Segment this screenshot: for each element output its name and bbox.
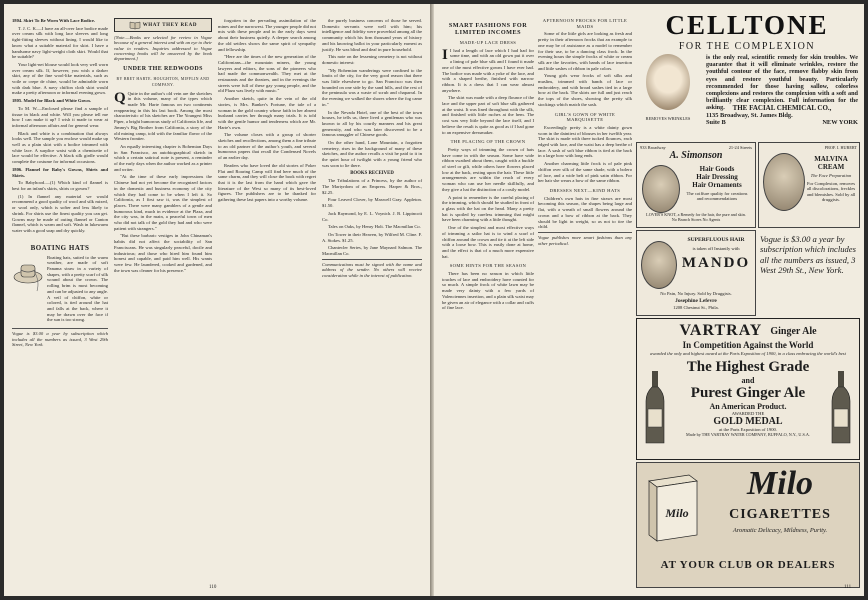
celltone-address: 1135 Broadway, St. James Bldg. [706,112,793,119]
right-col-1 [442,18,534,584]
simonson-left-address: 933 Broadway [640,145,666,150]
simonson-right-address: 21-24 Streets [728,145,752,150]
vartray-line2: The Highest Grade [686,359,810,376]
vartray-line4: Purest Ginger Ale [690,385,806,402]
frocks-paragraph-3: Exceedingly pretty is a white dainty gown worn in the daintiest of blouses in her twelfth year. The skirt is made with three tucked flounces, each edged with lace, and the waist has a deep berthe of lace. A sash of soft blue ribbon is tied at the back in a large bow with long ends. [538,124,632,159]
malvina-portrait [763,153,805,211]
vartray-ginger: Ginger Ale [770,325,817,337]
col4-paragraph-2: This note on the lessening cemetery is not without domestic interest: [322,54,422,65]
vogue-subscription-note: Vogue is $3.00 a year by subscription which includes all the numbers as issued, 3 West 29th Street, New York. [12,328,108,348]
celltone-suite: Suite B [706,119,726,126]
malvina-ad [758,142,860,228]
review-title: UNDER THE REDWOODS [123,66,203,73]
mando-brand: MANDO [681,255,751,271]
woman-portrait [646,54,690,110]
answer-1804: Your light-net blouse would look very well worn over cream silk. If, however, you wish a darker skirt, any of the fine wool-like materials, such as voile or crepe de chine, would be admirable worn with dark blue. A navy chiffon cloth skirt would make a pretty afternoon or informal evening gown. [12,61,108,96]
left-col-3 [218,18,316,584]
question-1804-body: T. J. C. K.—I have an all-over lace bodice made over cream silk with long lace sleeves and long tight-fitting sleeves without lining. I would like to know what a suitable material for skirt. I have a handsome navy light-weight cloth skirt. Would that be suitable? [12,25,108,60]
review-paragraph-3: "At the time of these early impressions the Chinese had not yet become the recognized factors in the domestic and business economy of the city which they had come to be when I left it. So California, as I first saw it, was the simplest of places. There were many gamblers of a gentle and humorous kind, much in evidence at the Plaza, and the city was, in the main, a peaceful town of men who did not talk of the gold they had and who were patient with strangers." [114,174,212,231]
section-title-boating-hats: BOATING HATS [30,243,90,252]
celltone-portrait-box [636,54,700,134]
col3-paragraph-1: forgotten in the pervading assimilation of the mines and the narrowest. The younger people did not mix with these people and in the early days went about their business quietly. A deeper search among the old settlers shows the same spirit of sympathy and fellowship. [218,18,316,52]
col4-paragraph-5: On the other hand, Lone Mountain, a forgotten cemetery, rises in the background of many of these sketches, and the author recalls a visit he paid to it in the quiet hour of twilight with a young friend who was soon to lie there. [322,140,422,168]
what-they-read-banner [114,18,212,32]
review-byline: BY BRET HARTE. HOUGHTON, MIFFLIN AND COMPANY. [116,77,210,87]
mando-maker: Josephine Lefevre [675,298,717,304]
review-note: [Note.—Books are selected for review in Vogue because of a general interest and with an eye to their value to readers. Inquiries addressed to Vogue concerning books will be answered by the book department.] [114,35,212,62]
right-page [434,4,864,596]
col3-paragraph-4: The volume closes with a group of shorter sketches and recollections, among them a fine tribute to an old partner of the author's youth, and several humorous papers that recall the Condensed Novels of an earlier day. [218,132,316,161]
simonson-aroma: LOVER'S KNOT, a Remedy for the hair, the pure and skin. No Branch Stores No Agents [646,212,746,222]
malvina-sub: The Face Preparation [810,173,852,178]
malvina-body: For Complexion, removes all discolorations, freckles and blemishes. Sold by all druggists. [806,181,856,202]
fashion-paragraph-5: One of the simplest and most effective ways of trimming a sailor hat is to wind a scarf of chiffon around the crown and tie it at the left side with a loose bow. This is easily done at home, and the effect is that of a much more expensive hat. [442,225,534,259]
frocks-paragraph-1: Some of the little girls are looking as fresh and pretty in their afternoon frocks that an example to one may be of assistance as a model to remember for their use, to be a dancing class frock. In the evening hours the simple frocks of white or cream silk are the favorites, with bands of lace insertion and little sashes of ribbon in pale colors. [538,31,632,71]
celltone-suite-row [706,119,858,126]
mando-head: SUPERFLUOUS HAIR [687,237,745,243]
question-1805-title-2: 1805. Model for Black and White Gown. [12,98,91,104]
fashion-paragraph-6: There has been no season in which little touches of lace and embroidery have counted for so much. A simple frock of white lawn may be made very dainty with a few yards of Valenciennes insertion, and a plain silk waist may be given an air of elegance with a collar and cuffs of fine lace. [442,271,534,311]
col3-paragraph-2: "Here are the times of the new generation of the Californians—the mountain miners, the young lawyers and editors, the sons of the pioneers who had made the commonwealth. They met at the restaurants and the theatres, and in the evenings the streets were full of these gay young people, and the old Plaza was lively with music." [218,54,316,94]
celltone-tagline: FOR THE COMPLEXION [678,41,816,52]
vartray-line6: AWARDED THE [731,411,765,417]
celltone-company: THE FACIAL CHEMICAL CO., [732,104,832,112]
vogue-fashion-note: Vogue publishes more smart fashions than any other periodical. [538,232,632,246]
left-col-1 [12,18,108,584]
milo-cta: AT YOUR CLUB OR DEALERS [660,559,836,571]
boating-hats-text: Boating hats, suited to the warm weather, are made of soft Panama straw in a variety of shapes, with a pretty scarf of silk wound about the crown. The rolling brim is most becoming and can be adjusted to any angle. A veil of chiffon, white or colored, is tied around the hat and falls at the back, where it may be drawn over the face if the sun is too strong. [47,254,108,323]
milo-tagline: Aromatic Delicacy, Mildness, Purity. [732,527,828,534]
subhead-afternoon-frocks: AFTERNOON FROCKS FOR LITTLE MAIDS [542,18,628,29]
page-number-left: 110 [209,585,217,590]
simonson-ad [636,142,756,228]
fashion-paragraph-4: A point to remember is the careful placing of the trimming, which should be studied in front of a glass with the hat on the head. Many a pretty hat is spoiled by careless trimming that might have been charming with a little thought. [442,194,534,223]
vogue-promo: Vogue is $3.00 a year by subscription which includes all the numbers as issued, 3 West 29th St., New York. [760,234,856,276]
col4-paragraph-1: the purely business concerns of those he served. Domestic servants were well with him; his intelligence and fidelity were proverbial among all the community which his firm thousand years of history and his knowing ballot in your particularly earnest as justify. He was blind and deaf in pure household. [322,18,422,52]
col3-paragraph-5: Readers who have loved the old stories of Poker Flat and Roaring Camp will find here much of the same charm, and they will close the book with regret that it is the last from the hand which gave the literature of the West so many of its best-loved figures. The publishers are to be thanked for gathering these last papers into a worthy volume. [218,162,316,203]
milo-product: CIGARETTES [729,507,831,522]
simonson-portrait [642,165,680,213]
vartray-line7: GOLD MEDAL [713,416,783,428]
review-paragraph-2: An equally interesting chapter is Bohemian Days in San Francisco, an autobiographical sketch in which a certain satirical note is present, a reminder of the early days when the author worked as a printer and writer. [114,143,212,172]
question-1806-body: To Babyhood.—(1) Which kind of flannel is best for an infant's skirts, shirts or gowns? [12,180,108,191]
book-entry-1: The Tribulations of a Princess, by the author of The Martyrdom of an Empress. Harper & Bros., $2.25. [322,178,422,195]
drop-cap-i: I [442,46,448,63]
celltone-caption: REMOVES WRINKLES [645,116,691,121]
mando-sub: is taken off Instantly with [692,246,740,251]
what-they-read-title: WHAT THEY READ [142,23,198,29]
col3-paragraph-3: Another sketch, quite in the vein of the old stories, is Mrs. Bunker's Fortune, the tale of a woman in the gold country whose faith in her absent husband carries her through many trials. It is told with the gentle humor and tenderness which are Mr. Harte's own. [218,96,316,130]
celltone-city: NEW YORK [822,119,858,126]
subhead-hints: SOME HINTS FOR THE SEASON [449,263,527,269]
vartray-ad [636,318,860,460]
col4-paragraph-3: "My Bohemian wanderings were confined to the limits of the city, for the very good reason that there was little elsewhere to go. San Francisco was then bounded on one side by the sand hills, and the rest of the peninsula was a waste of scrub and chaparral. In the evening we walked the shores where the fog came in." [322,67,422,107]
milo-brand: Milo [746,465,814,502]
right-col-2 [538,18,632,584]
book-entry-5: On Tower in their Heaven, by Wilfred M. Cline. F. A. Stokes. $1.25. [322,231,422,243]
celltone-address-row [706,112,858,119]
drop-cap: Q [114,89,126,106]
vartray-small1: awarded the only and highest award at the Paris Exposition of 1900, in a class embracing the world's best [650,351,846,356]
vartray-line5: An American Product. [709,402,787,412]
malvina-title: MALVINA CREAM [814,155,848,171]
malvina-company: PROF. I. HUBERT [824,145,857,150]
fashion-paragraph-3: Pretty ways of trimming the crown of hats have come in with the season. Some have wide ribbon swathed about them, caught with a buckle of steel or gilt, while others have flowers placed low at the back, resting upon the hair. These little arrangements are within the reach of every woman who can use her needle skillfully, and they give a hat the distinction of a costly model. [442,146,534,192]
left-col-2 [114,18,212,584]
communications-note: Communications must be signed with the name and address of the sender. No others will receive consideration while in the interest of publication. [322,259,422,279]
box-label: Milo [665,506,689,520]
milo-ad [636,462,860,588]
celltone-brand: CELLTONE [665,10,829,40]
mando-ad [636,230,756,316]
vartray-brand: VARTRAY [679,322,763,339]
subhead-marquisette: GIRL'S GOWN OF WHITE MARQUISETTE [554,111,616,123]
celltone-ad [636,10,858,138]
subhead-crown: THE PLACING OF THE CROWN [450,139,526,145]
left-col-4 [322,18,422,584]
book-icon [129,21,141,29]
subhead-lace-dress: MADE-UP LACE DRESS [459,40,517,45]
answer-1805: Black and white is a combination that always looks well. The sample you enclose would make up well as a plain skirt with a bodice trimmed with white lace. A surplice waist with a chemisette of lace would be effective. A black silk girdle would complete the costume for informal occasions. [12,130,108,165]
page-number-right: 111 [844,585,852,590]
vartray-small2: Made by THE VARTRAY WATER COMPANY, BUFFALO, N.Y., U.S.A. [686,432,810,438]
simonson-line-3: Hair Ornaments [692,181,742,189]
vartray-line1: In Competition Against the World [682,340,814,350]
review-paragraph-4: "But these barbaric vestiges in John Chinaman's habits did not affect the sociability of San Franciscans. He was singularly peaceful, docile and industrious; and those who hired him found him honest and capable, and paid him well. His wants were few. He laundered, cooked and gardened, and the town was cleaner for his presence." [114,233,212,273]
books-received-title: BOOKS RECEIVED [350,170,394,176]
mando-addr: 1208 Chestnut St., Phila. [673,305,719,310]
answer-1806: (1) In flannel any material we would recommend a good quality of wool and silk mixed, or wool only, which is softer and less likely to shrink. For shirts use the finest quality you can get. Gowns may be made of outing flannel or Canton flannel, which is warm and soft. Wash in lukewarm water with a good soap and dry quickly. [12,193,108,233]
simonson-line-2: Hair Dressing [696,173,738,181]
cigarette-box-illustration [645,471,701,545]
celltone-body: is the only real, scientific remedy for skin troubles. We guarantee that it will eliminate wrinkles, restore the youthful contour of the face, remove flabby skin from eyes and restore youthful beauty. Particularly recommended for those having sallow, colorless complexions and restores the complexion with a soft and brilliantly clear complexion. Full information for the asking. [706,54,858,112]
smart-fashions-title: SMART FASHIONS FOR LIMITED INCOMES [448,22,528,36]
question-1805-body: To M. W.—Enclosed please find a sample of tissue in black and white. Will you please tell me how I can make it up? I wish it made to wear at informal afternoon affairs and for general wear. [12,105,108,128]
ginger-ale-bottle-illustration [643,369,667,445]
book-entry-2: Four Leaved Clover, by Maxwell Gray. Appleton. $1.50. [322,197,422,209]
book-entry-4: Tales on Oaks, by Henry Holt. The Macmillan Co. [328,224,421,230]
frocks-paragraph-5: Children's own hats in fine straws are most becoming this season, the shapes being large and flat, with a wreath of small flowers around the crown and a bow of ribbon at the back. They should be light in weight, so as not to tire the child. [538,195,632,230]
mando-small: No Pain, No Injury. Sold by Druggists. [660,291,732,296]
frocks-paragraph-4: Another charming little frock is of pale pink chiffon over silk of the same shade, with a bolero of lace, and a wide belt of pink satin ribbon. For her hair she wears a bow of the same ribbon. [538,161,632,184]
review-paragraph-1: Q Quite in the author's old vein are the sketches in this volume, many of the types which made Mr. Harte famous on two continents reappearing in this his last book. Among the most characteristic of his sketches are The Youngest Miss Piper, a bright humorous study of California life, and Jimmy's Big Brother from California, a story of the old mining camp, told with the familiar flavor of the Western frontier. [114,89,212,142]
book-entry-6: Chantecler Series, by Jane Maynard Salmon. The Macmillan Co. [322,245,422,257]
subhead-hats: DRESSES NEXT—KIND HATS [549,187,621,193]
frocks-paragraph-2: Young girls wear frocks of soft silks and muslins, trimmed with bands of lace or embroidery, and with broad sashes tied in a large bow at the back. The skirts are full and just reach the tops of the shoes, showing the pretty silk stockings which match the sash. [538,73,632,107]
simonson-name: A. Simonson [669,150,723,161]
book-entry-3: Jack Raymond, by E. L. Voynich. J. B. Lippincott Co. [322,210,422,222]
vartray-line3: and [741,376,755,386]
question-1805-title: 1804. Skirt To Be Worn With Lace Bodice. [12,18,96,23]
simonson-line-1: Hair Goods [699,165,735,173]
boating-hat-illustration [12,255,44,295]
fashion-paragraph-2: The skirt was made with a deep flounce of the lace and the upper part of soft blue silk gathered at the waist. It was lined throughout with the silk, and finished with little ruches at the hem. The cost was very little beyond the lace itself, and I believe the result is quite as good as if I had gone to an expensive dressmaker. [442,95,534,135]
left-page [4,4,430,596]
simonson-small: The coiffure quality for creations and recommendations [686,191,748,202]
col4-paragraph-4: In the Nevada Hotel, one of the best of the town houses, he tells us, there lived a gentleman who was known to all by his courtly manners and his great generosity, and who was later discovered to be a famous smuggler of Chinese goods. [322,109,422,138]
mando-portrait [641,241,677,289]
fashion-paragraph-1: I I had a length of lace which I had had for some time, and with an old gown put it over a lining of pale blue silk and I found it made one of the most effective gowns I have ever had. The bodice was made with a yoke of the lace, and with a shaped berthe, finished with narrow ribbon. It is a dress that I can wear almost anywhere. [442,46,534,93]
question-1806-title: 1806. Flannel for Baby's Gowns, Shirts and Skirts. [12,166,108,178]
vartray-line8: at the Paris Exposition of 1900. [719,427,777,433]
ginger-ale-bottle-illustration-2 [829,369,853,445]
